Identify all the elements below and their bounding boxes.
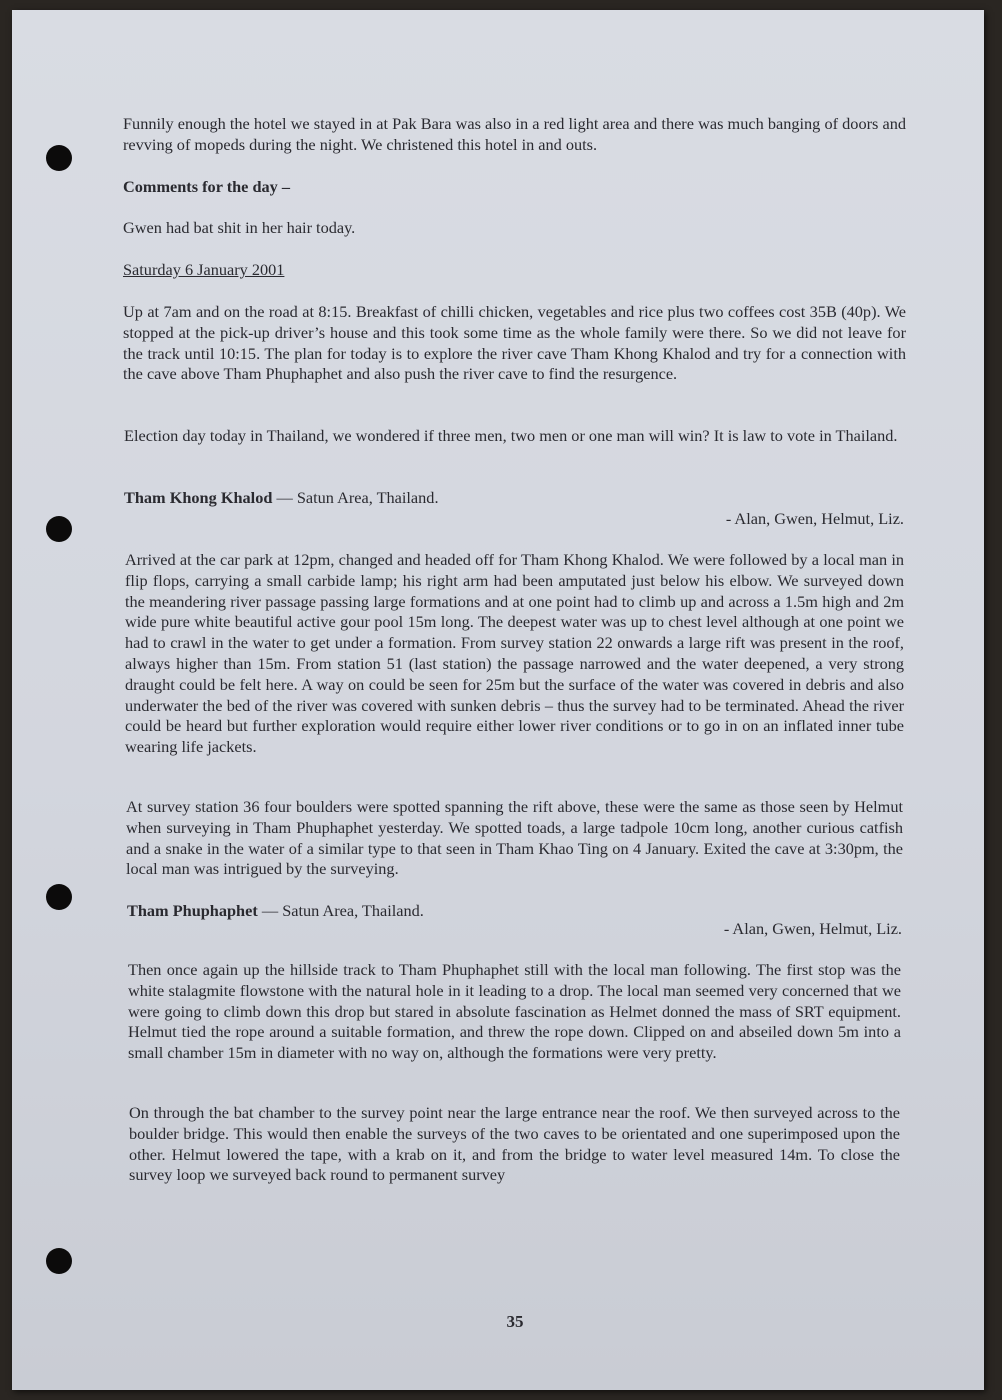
paragraph-morning: Up at 7am and on the road at 8:15. Breakfast of chilli chicken, vegetables and rice plus two coffees cost 35B (40p). We stopped at the pick-up driver’s house and this took some time as the whole family were there. So we did not leave for the track until 10:15. The plan for today is to explore the river cave Tham Khong Khalod and try for a connection with the cave above Tham Phuphaphet and also push the river cave to find the resurgence.: [123, 302, 906, 384]
section-title: Tham Khong Khalod: [124, 488, 273, 507]
date-heading: Saturday 6 January 2001: [123, 260, 285, 279]
binder-hole: [46, 1248, 72, 1274]
team-byline: - Alan, Gwen, Helmut, Liz.: [723, 919, 902, 938]
section-title: Tham Phuphaphet: [127, 901, 258, 920]
paragraph-election: Election day today in Thailand, we wondered if three men, two men or one man will win? It is law to vote in Thailand.: [124, 426, 898, 445]
paragraph-phuphaphet-climb: Then once again up the hillside track to Tham Phuphaphet still with the local man following. The first stop was the white stalagmite flowstone with the natural hole in it leading to a drop. The local man seemed very concerned that we were going to climb down this drop but stared in absolute fascination as Helmet donned the mass of SRT equipment. Helmut tied the rope around a suitable formation, and threw the rope down. Clipped on and abseiled down 5m into a small chamber 15m in diameter with no way on, although the formations were very pretty.: [128, 960, 901, 1063]
binder-hole: [46, 884, 72, 910]
paragraph-khalod-survey: Arrived at the car park at 12pm, changed and headed off for Tham Khong Khalod. We were followed by a local man in flip flops, carrying a small carbide lamp; his right arm had been amputated just below his elbow. We surveyed down the meandering river passage passing large formations and at one point had to climb up and across a 1.5m high and 2m wide pure white beautiful active gour pool 15m long. The deepest water was up to chest level although at one point we had to crawl in the water to get under a formation. From survey station 22 onwards a large rift was present in the roof, always higher than 15m. From station 51 (last station) the passage narrowed and the water deepened, a very strong draught could be felt here. A way on could be seen for 25m but the surface of the water was covered in debris and also underwater the bed of the river was covered with sunken debris – thus the survey had to be terminated. Ahead the river could be heard but further exploration would require either lower river conditions or to go in on an inflated inner tube wearing life jackets.: [125, 550, 904, 757]
section-location: — Satun Area, Thailand.: [276, 488, 439, 507]
paragraph-hotel: Funnily enough the hotel we stayed in at Pak Bara was also in a red light area and there was much banging of doors and revving of mopeds during the night. We christened this hotel in and outs.: [123, 114, 906, 154]
binder-hole: [46, 145, 72, 171]
section-location: — Satun Area, Thailand.: [261, 901, 424, 920]
paragraph-comment: Gwen had bat shit in her hair today.: [123, 218, 356, 237]
team-byline: - Alan, Gwen, Helmut, Liz.: [725, 509, 904, 528]
page-number: 35: [506, 1312, 524, 1331]
comments-heading: Comments for the day –: [123, 177, 291, 196]
paragraph-bat-chamber: On through the bat chamber to the survey point near the large entrance near the roof. We then surveyed across to the boulder bridge. This would then enable the surveys of the two caves to be orientated and one superimposed upon the other. Helmut lowered the tape, with a krab on it, and from the bridge to water level measured 14m. To close the survey loop we surveyed back round to permanent survey: [129, 1103, 900, 1185]
section-heading-khalod: [124, 488, 906, 509]
binder-hole: [46, 516, 72, 542]
paragraph-station36: At survey station 36 four boulders were spotted spanning the rift above, these were the same as those seen by Helmut when surveying in Tham Phuphaphet yesterday. We spotted toads, a large tadpole 10cm long, another curious catfish and a snake in the water of a similar type to that seen in Tham Khao Ting on 4 January. Exited the cave at 3:30pm, the local man was intrigued by the surveying.: [126, 797, 903, 879]
